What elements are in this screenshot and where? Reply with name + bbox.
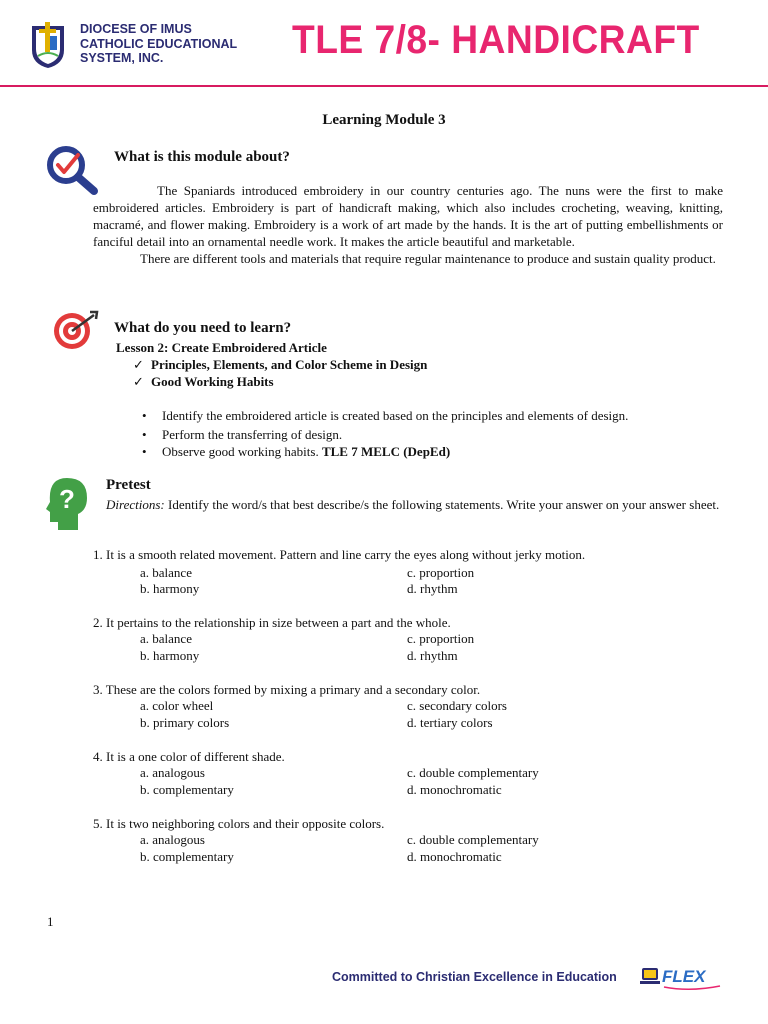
objective-text: Observe good working habits. <box>162 444 319 459</box>
about-text <box>93 182 723 267</box>
option-c: c. secondary colors <box>407 698 507 713</box>
org-name <box>80 22 237 66</box>
option-c: c. proportion <box>407 565 475 580</box>
option-d: d. rhythm <box>407 581 458 596</box>
directions-text: Identify the word/s that best describe/s the following statements. Write your answer on your answer sheet. <box>164 497 720 512</box>
objective-item <box>142 408 628 424</box>
objective-item <box>142 427 342 443</box>
question-4: 4. It is a one color of different shade. <box>93 749 285 764</box>
check-item-label: Good Working Habits <box>151 374 274 389</box>
option-c: c. double complementary <box>407 832 539 847</box>
option-b: b. primary colors <box>140 715 230 730</box>
option-c: c. double complementary <box>407 765 539 780</box>
module-title: Learning Module 3 <box>322 112 446 128</box>
bullet-icon: • <box>142 444 147 459</box>
option-a: a. balance <box>140 565 192 580</box>
check-item <box>133 357 427 373</box>
option-b: b. harmony <box>140 648 200 663</box>
about-heading: What is this module about? <box>114 149 290 165</box>
option-a: a. analogous <box>140 832 205 847</box>
flex-logo <box>640 962 728 992</box>
header-divider <box>0 85 768 87</box>
question-1: 1. It is a smooth related movement. Pattern and line carry the eyes along without jerky motion. <box>93 547 586 562</box>
org-line-1: DIOCESE OF IMUS <box>80 22 192 36</box>
option-d: d. rhythm <box>407 648 458 663</box>
checkmark-icon: ✓ <box>133 358 144 373</box>
option-b: b. complementary <box>140 782 234 797</box>
objective-text: Identify the embroidered article is created based on the principles and elements of design. <box>162 408 629 423</box>
option-b: b. harmony <box>140 581 200 596</box>
checkmark-icon: ✓ <box>133 375 144 390</box>
page-number: 1 <box>47 914 54 929</box>
check-item <box>133 374 274 390</box>
pretest-heading: Pretest <box>106 477 151 493</box>
question-3: 3. These are the colors formed by mixing a primary and a secondary color. <box>93 682 481 697</box>
footer-tagline: Committed to Christian Excellence in Education <box>332 970 617 984</box>
org-line-2: CATHOLIC EDUCATIONAL <box>80 36 238 51</box>
option-d: d. tertiary colors <box>407 715 493 730</box>
option-d: d. monochromatic <box>407 849 502 864</box>
objective-item <box>142 444 450 460</box>
org-line-3: SYSTEM, INC. <box>80 51 164 65</box>
banner-title: TLE 7/8- HANDICRAFT <box>292 18 700 62</box>
melc-reference: TLE 7 MELC (DepEd) <box>321 444 451 459</box>
question-head-icon <box>44 476 90 537</box>
flex-logo-text: FLEX <box>662 967 706 986</box>
diocese-logo <box>28 20 68 70</box>
bullet-icon: • <box>142 427 147 442</box>
target-icon <box>50 310 100 357</box>
option-a: a. balance <box>140 631 192 646</box>
lesson-title: Lesson 2: Create Embroidered Article <box>116 340 327 355</box>
learn-heading: What do you need to learn? <box>114 320 292 336</box>
check-item-label: Principles, Elements, and Color Scheme in Design <box>151 357 428 372</box>
svg-text:?: ? <box>59 484 75 514</box>
objective-text: Perform the transferring of design. <box>162 427 343 442</box>
about-paragraph-2: There are different tools and materials that require regular maintenance to produce and sustain quality product. <box>140 251 716 266</box>
directions-label: Directions: <box>106 497 165 512</box>
about-paragraph-1: The Spaniards introduced embroidery in our country centuries ago. The nuns were the first to make embroidered articles. Embroidery is part of handicraft making, which also includes crocheting, weaving, knitting, macramé, and flower making. Embroidery is a work of art made by the hands. It is the art of putting embellishments or fanciful detail into an ornamental needle work. It makes the article beautiful and marketable. <box>93 183 723 249</box>
option-d: d. monochromatic <box>407 782 502 797</box>
bullet-icon: • <box>142 408 147 423</box>
pretest-directions <box>106 496 724 513</box>
question-2: 2. It pertains to the relationship in size between a part and the whole. <box>93 615 451 630</box>
option-a: a. color wheel <box>140 698 214 713</box>
option-a: a. analogous <box>140 765 205 780</box>
option-c: c. proportion <box>407 631 475 646</box>
question-5: 5. It is two neighboring colors and their opposite colors. <box>93 816 385 831</box>
option-b: b. complementary <box>140 849 234 864</box>
magnifier-check-icon <box>44 143 100 200</box>
